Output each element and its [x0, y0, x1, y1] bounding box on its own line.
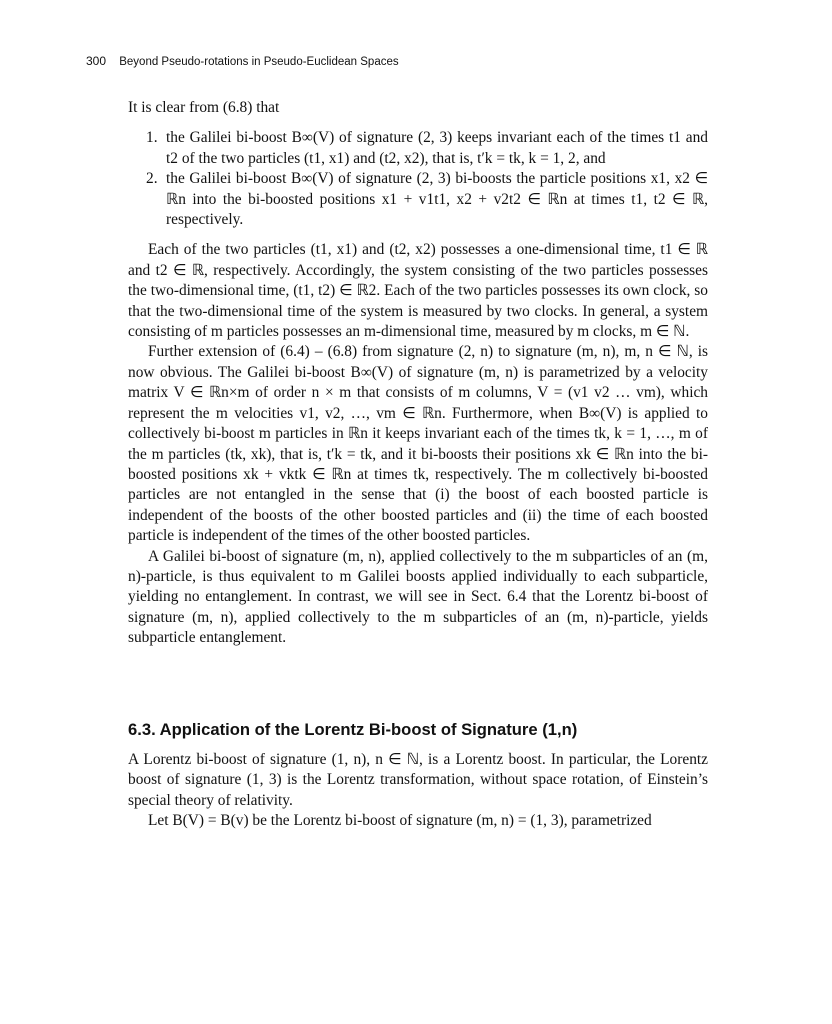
body-text-bottom [128, 750, 708, 832]
body-text-top [128, 98, 708, 649]
running-header [86, 54, 399, 68]
paragraph: A Lorentz bi-boost of signature (1, n), n ∈ ℕ, is a Lorentz boost. In particular, the Lorentz boost of signature (1, 3) is the Lorentz transformation, without space rotation, of Einstein’s special theory of relativity. [128, 751, 708, 809]
list-item-text: the Galilei bi-boost B∞(V) of signature (2, 3) keeps invariant each of the times t1 and t2 of the two particles (t1, x1) and (t2, x2), that is, t′k = tk, k = 1, 2, and [166, 129, 708, 167]
list-item-number: 1. [146, 129, 158, 147]
page-number: 300 [86, 54, 107, 68]
list-item [128, 169, 708, 230]
list-item-text: the Galilei bi-boost B∞(V) of signature (2, 3) bi-boosts the particle positions x1, x2 ∈ ℝn into the bi-boosted positions x1 + v1t1, x2 + v2t2 ∈ ℝn at times t1, t2 ∈ ℝ, respectively. [166, 170, 708, 229]
numbered-list [128, 128, 708, 230]
paragraph: Let B(V) = B(v) be the Lorentz bi-boost of signature (m, n) = (1, 3), parametrized [148, 812, 652, 830]
list-item-number: 2. [146, 170, 158, 188]
section-heading: 6.3. Application of the Lorentz Bi-boost of Signature (1,n) [128, 720, 578, 739]
running-title: Beyond Pseudo-rotations in Pseudo-Euclidean Spaces [119, 56, 399, 68]
paragraph: A Galilei bi-boost of signature (m, n), applied collectively to the m subparticles of an (m, n)-particle, is thus equivalent to m Galilei boosts applied individually to each subparticle, yielding no entanglement. In contrast, we will see in Sect. 6.4 that the Lorentz bi-boost of signature (m, n), applied collectively to the m subparticles of an (m, n)-particle, yields subparticle entanglement. [128, 547, 708, 647]
paragraph: Each of the two particles (t1, x1) and (t2, x2) possesses a one-dimensional time, t1 ∈ ℝ and t2 ∈ ℝ, respectively. Accordingly, the system consisting of the two particles possesses the two-dimensional time, (t1, t2) ∈ ℝ2. Each of the two particles possesses its own clock, so that the two-dimensional time of the system is measured by two clocks. In general, a system consisting of m particles possesses an m-dimensional time, measured by m clocks, m ∈ ℕ. [128, 241, 708, 341]
list-item [128, 128, 708, 169]
intro-sentence: It is clear from (6.8) that [128, 99, 280, 116]
paragraph: Further extension of (6.4) – (6.8) from signature (2, n) to signature (m, n), m, n ∈ ℕ, is now obvious. The Galilei bi-boost B∞(V) of signature (m, n) is parametrized by a velocity matrix V ∈ ℝn×m of order n × m that consists of m columns, V = (v1 v2 … vm), which represent the m velocities v1, v2, …, vm ∈ ℝn. Furthermore, when B∞(V) is applied to collectively bi-boost m particles in ℝn it keeps invariant each of the times tk, k = 1, …, m of the m particles (tk, xk), that is, t′k = tk, and it bi-boosts their positions xk ∈ ℝn into the bi-boosted positions xk + vktk ∈ ℝn at times tk, respectively. The m collectively bi-boosted particles are not entangled in the sense that (i) the boost of each boosted particle is independent of the boosts of the other boosted particles and (ii) the time of each boosted particle is independent of the times of the other boosted particles. [128, 343, 708, 545]
